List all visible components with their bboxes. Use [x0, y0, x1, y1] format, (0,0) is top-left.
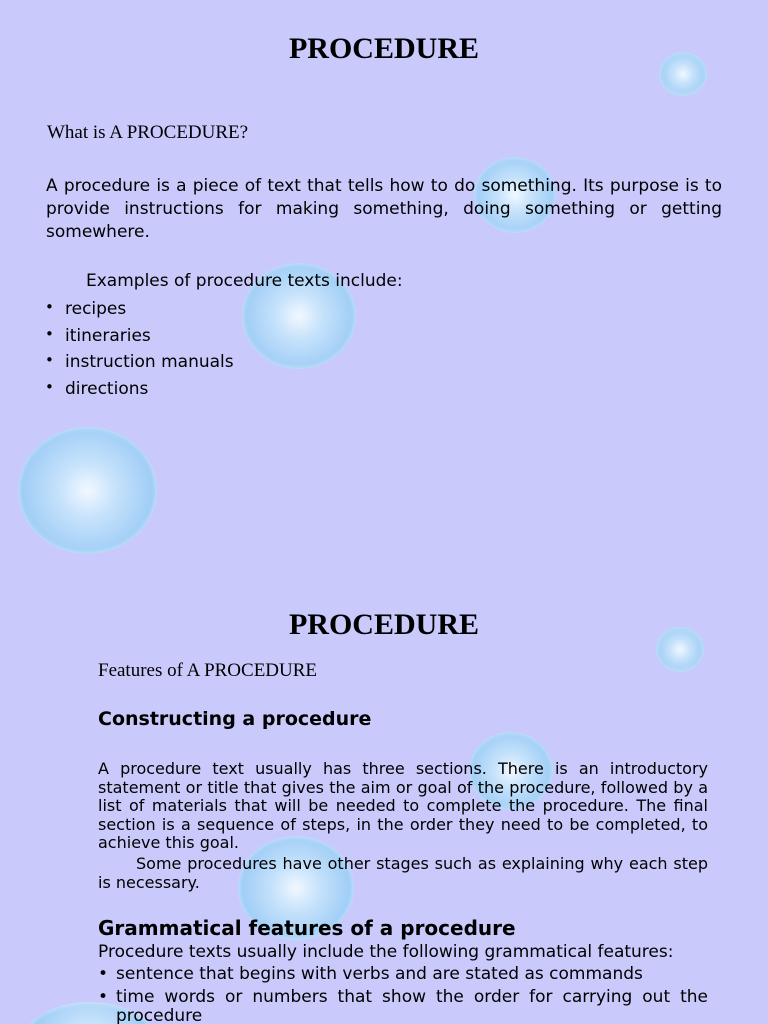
- list-item: • instruction manuals: [45, 350, 234, 377]
- list-item: • time words or numbers that show the order for carrying out the procedure: [98, 988, 708, 1024]
- list-item: • directions: [45, 377, 234, 404]
- slide-2: [0, 580, 768, 1024]
- stages-paragraph: Some procedures have other stages such as explaining why each step is necessary.: [98, 854, 708, 892]
- list-item: • recipes: [45, 297, 234, 324]
- constructing-heading: Constructing a procedure: [98, 708, 372, 730]
- grammar-list: [98, 965, 708, 1024]
- slide-title: PROCEDURE: [288, 32, 479, 65]
- definition-text: A procedure is a piece of text that tells how to do something. Its purpose is to provide instructions for making something, doing something or getting somewhere.: [46, 176, 722, 242]
- slide-title: PROCEDURE: [288, 608, 479, 641]
- bubble-decoration: [18, 427, 157, 554]
- grammar-intro: Procedure texts usually include the following grammatical features:: [98, 942, 674, 962]
- examples-list: [45, 297, 234, 403]
- slide-subtitle: Features of A PROCEDURE: [98, 660, 318, 681]
- list-item: • itineraries: [45, 324, 234, 351]
- grammar-heading: Grammatical features of a procedure: [98, 916, 516, 940]
- list-item: • sentence that begins with verbs and are stated as commands: [98, 965, 708, 984]
- constructing-paragraph: A procedure text usually has three sections. There is an introductory statement or title that gives the aim or goal of the procedure, followed by a list of materials that will be needed to complete the procedure. The final section is a sequence of steps, in the order they need to be completed, to achieve this goal.: [98, 759, 708, 853]
- slide-subtitle: What is A PROCEDURE?: [47, 122, 249, 143]
- examples-intro: Examples of procedure texts include:: [86, 271, 403, 291]
